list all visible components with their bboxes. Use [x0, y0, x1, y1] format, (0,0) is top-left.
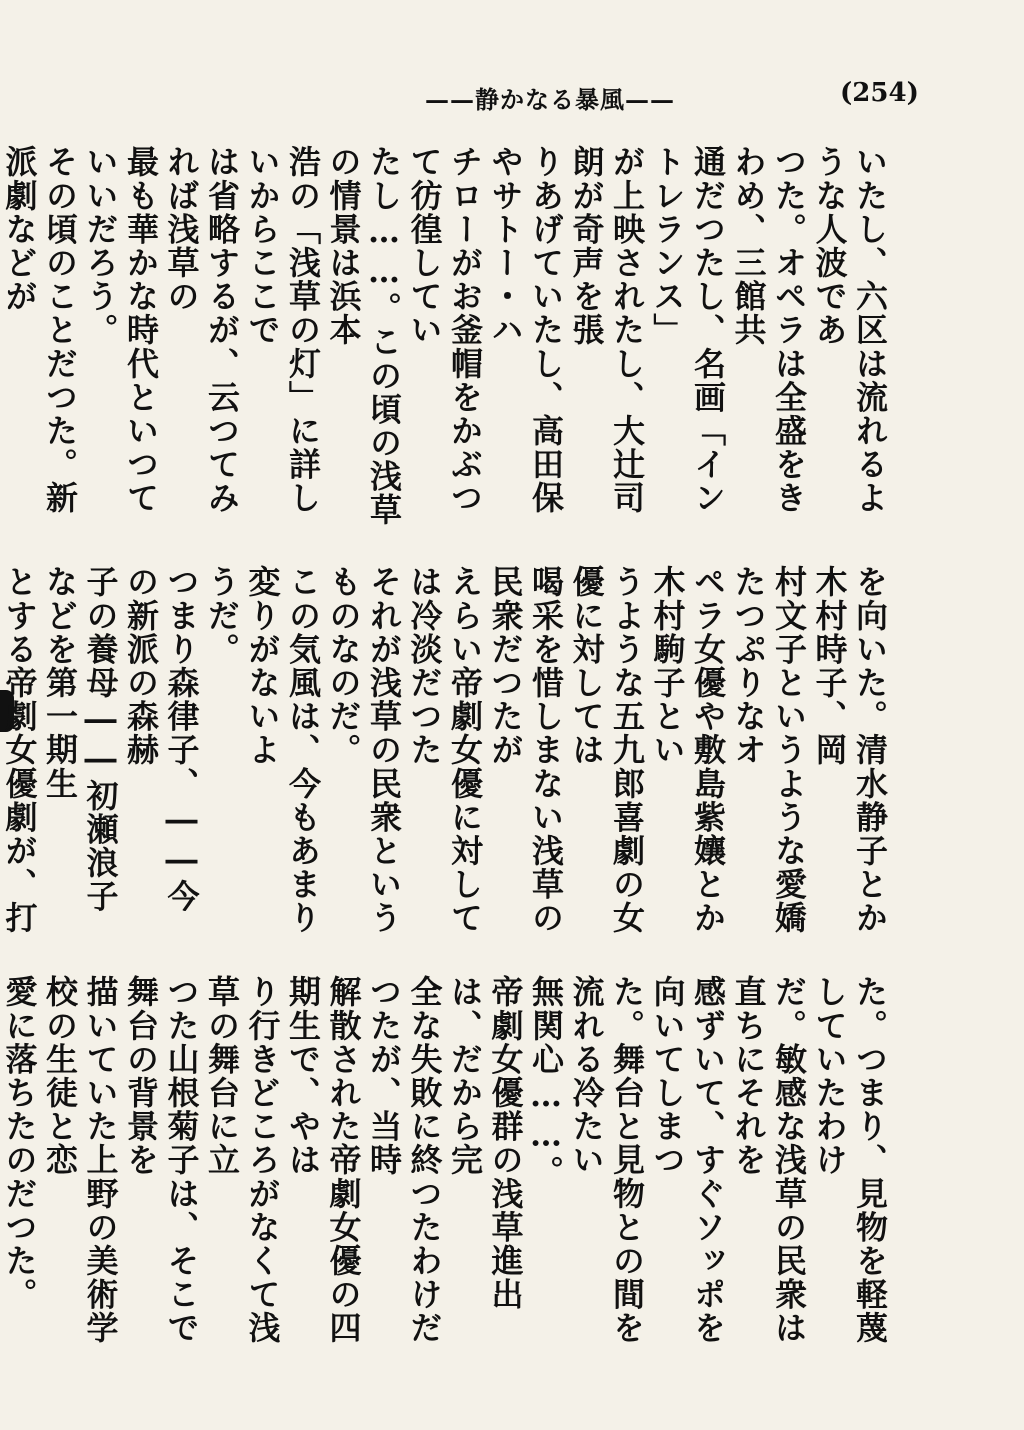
text-column: 描いていた上野の美術学校の生徒と恋	[41, 975, 120, 1345]
text-column: うような五九郎喜劇の女優に対しては	[567, 565, 646, 935]
running-title: ——静かなる暴風——	[425, 85, 675, 114]
text-block-middle	[0, 565, 890, 935]
text-column: 浩の「浅草の灯」に詳しいからここで	[243, 145, 322, 515]
text-column: 子の養母――初瀬浪子などを第一期生	[41, 565, 120, 913]
text-column: うだ。	[203, 565, 241, 666]
text-column: りあげていたし、高田保やサトー・ハ	[486, 145, 565, 515]
text-column: えらい帝劇女優に対しては冷淡だつた	[405, 565, 484, 935]
text-column: り行きどころがなくて浅草の舞台に立	[203, 975, 282, 1345]
text-block-bottom	[0, 975, 890, 1370]
page-number: (254)	[840, 78, 919, 108]
text-column: が上映されたし、大辻司朗が奇声を張	[567, 145, 646, 515]
text-block-top	[0, 145, 890, 530]
text-column: た。舞台と見物との間を流れる冷たい	[567, 975, 646, 1345]
text-column: ペラ女優や敷島紫孃とか木村駒子とい	[648, 565, 727, 935]
text-column: 最も華かな時代といつていいだろう。	[81, 145, 160, 515]
text-column: それが浅草の民衆というものなのだ。	[324, 565, 403, 935]
text-column: 喝采を惜しまない浅草の民衆だつたが	[486, 565, 565, 935]
text-column: を向いた。清水静子とか木村時子、岡	[810, 565, 889, 935]
text-column: その頃のことだつた。新派劇などが	[0, 145, 79, 515]
text-column: 感ずいて、すぐソッポを向いてしまつ	[648, 975, 727, 1345]
text-column: つた。オペラは全盛をきわめ、三館共	[729, 145, 808, 515]
text-column: 通だつたし、名画「イントレランス」	[648, 145, 727, 515]
text-column: つた山根菊子は、そこで舞台の背景を	[122, 975, 201, 1345]
text-column: 村文子というような愛嬌たつぷりなオ	[729, 565, 808, 935]
text-column: 帝劇女優群の浅草進出は、だから完	[446, 975, 525, 1311]
text-column: 解散された帝劇女優の四期生で、やは	[284, 975, 363, 1345]
running-header	[0, 78, 1024, 118]
text-column: だ。敏感な浅草の民衆は直ちにそれを	[729, 975, 808, 1345]
text-column: つまり森律子、――今の新派の森赫	[122, 565, 201, 913]
text-column: この気風は、今もあまり変りがないよ	[243, 565, 322, 935]
text-column: た。つまり、見物を軽蔑していたわけ	[810, 975, 889, 1345]
text-column: 全な失敗に終つたわけだつたが、当時	[365, 975, 444, 1345]
text-column: 愛に落ちたのだつた。	[0, 975, 39, 1311]
text-column: いたし、六区は流れるような人波であ	[810, 145, 889, 515]
text-column: たし……。この頃の浅草の情景は浜本	[324, 145, 403, 527]
text-column: は省略するが、云つてみれば浅草の	[162, 145, 241, 515]
text-column: 無関心……。	[527, 975, 565, 1189]
text-column: とする帝劇女優劇が、打	[0, 565, 39, 935]
text-column: チローがお釜帽をかぶつて彷徨してい	[405, 145, 484, 515]
